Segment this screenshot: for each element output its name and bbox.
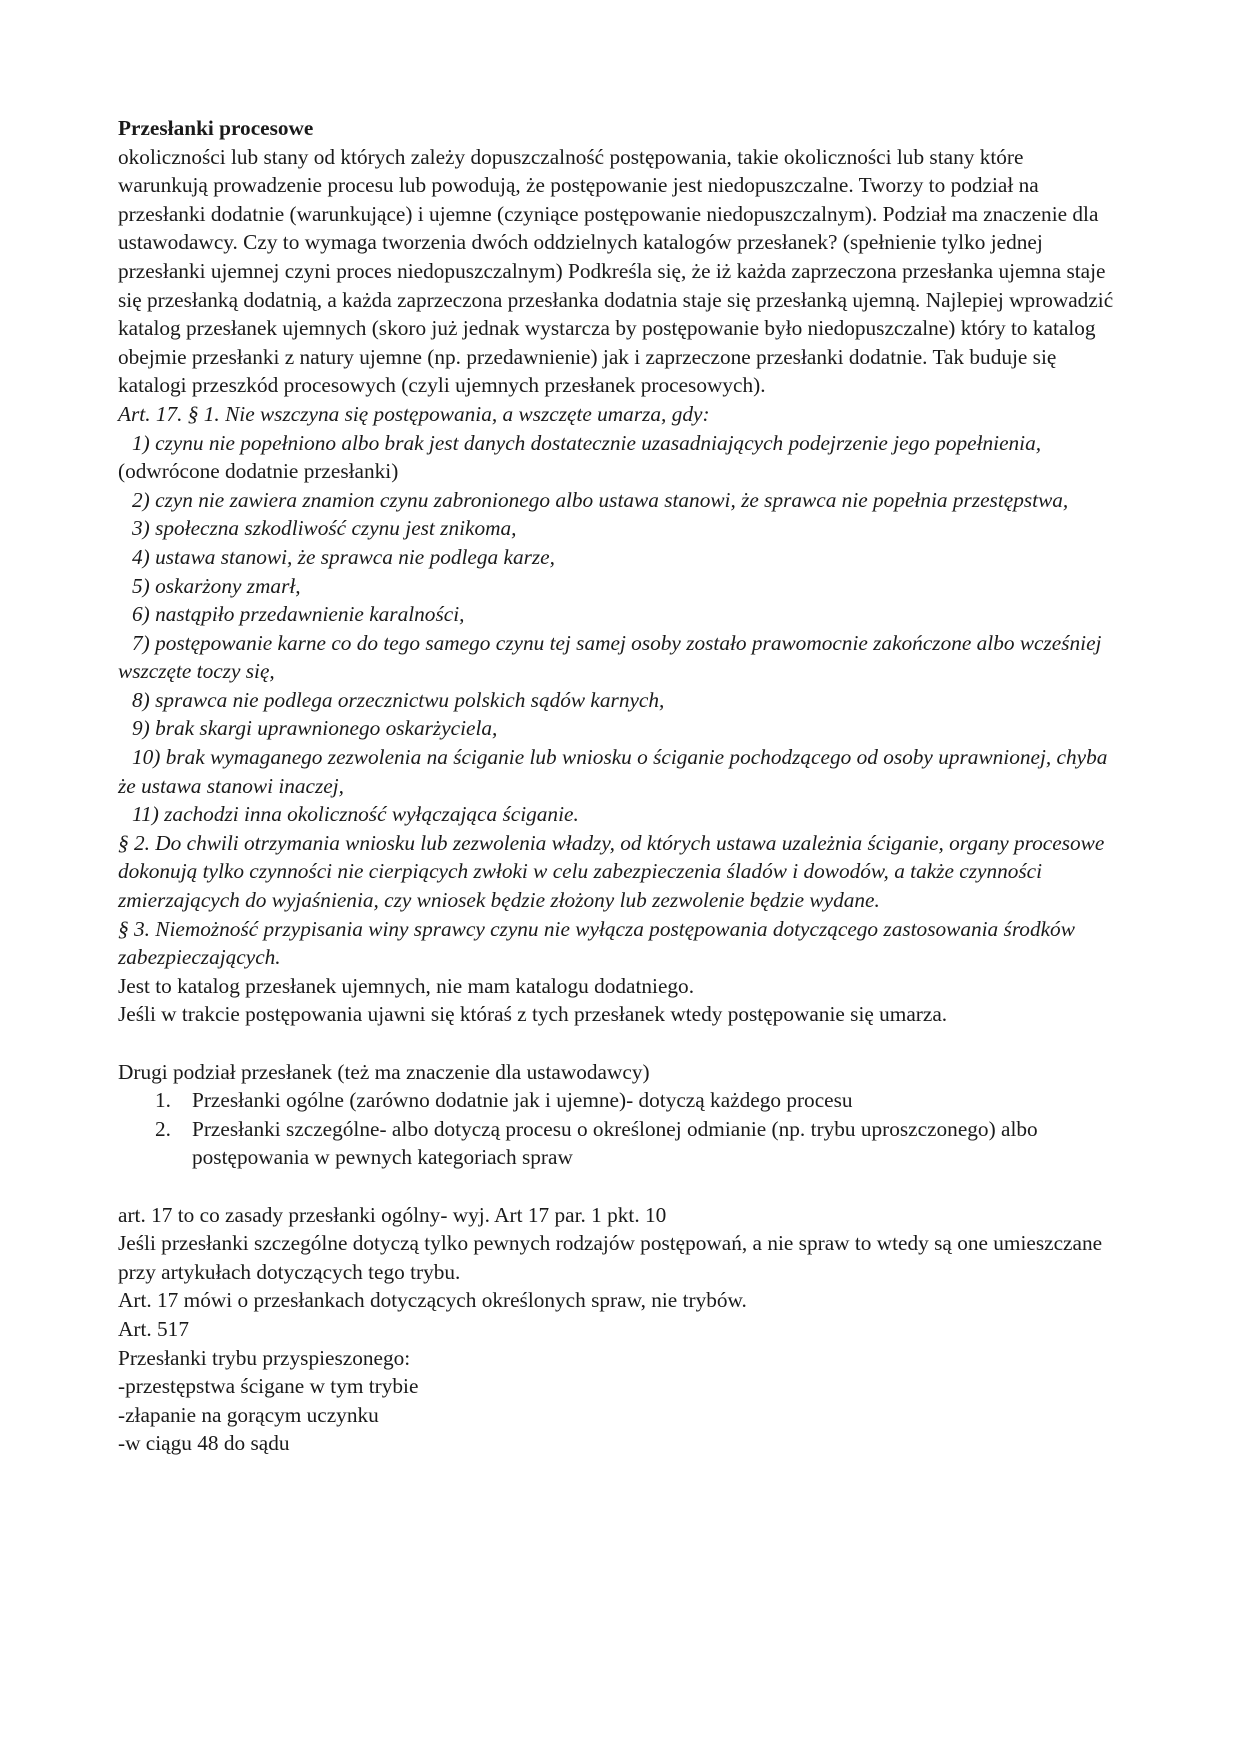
article-item: 9) brak skargi uprawnionego oskarżyciela, (132, 716, 498, 741)
article-item (118, 429, 1118, 486)
closing-line: Przesłanki trybu przyspieszonego: (118, 1345, 411, 1370)
article-item: 8) sprawca nie podlega orzecznictwu polskich sądów karnych, (132, 687, 665, 712)
closing-line: art. 17 to co zasady przesłanki ogólny- wyj. Art 17 par. 1 pkt. 10 (118, 1202, 667, 1227)
article-item: 7) postępowanie karne co do tego samego czynu tej samej osoby zostało prawomocnie zakończone albo wcześniej wszczęte toczy się, (118, 630, 1102, 684)
article-item: 6) nastąpiło przedawnienie karalności, (132, 602, 465, 627)
note-line: Jest to katalog przesłanek ujemnych, nie mam katalogu dodatniego. (118, 973, 695, 998)
second-division-list (118, 1086, 1118, 1172)
second-division-heading: Drugi podział przesłanek (też ma znaczenie dla ustawodawcy) (118, 1059, 650, 1084)
article-item: 4) ustawa stanowi, że sprawca nie podlega karze, (132, 544, 555, 569)
list-item-number: 2. (155, 1116, 171, 1141)
article-paragraph-2: § 2. Do chwili otrzymania wniosku lub zezwolenia władzy, od których ustawa uzależnia ściganie, organy procesowe dokonują tylko czynności nie cierpiących zwłoki w celu zabezpieczenia śladów i dowodów, a także czynności zmierzających do wyjaśnienia, czy wniosek będzie złożony lub zezwolenie będzie wydane. (118, 830, 1105, 913)
blank-line (118, 1029, 1118, 1058)
closing-line: -przestępstwa ścigane w tym trybie (118, 1374, 419, 1399)
list-item-number: 1. (155, 1088, 171, 1113)
intro-paragraph: okoliczności lub stany od których zależy dopuszczalność postępowania, takie okoliczności lub stany które warunkują prowadzenie procesu lub powodują, że postępowanie jest niedopuszczalne. Tworzy to podział na przesłanki dodatnie (warunkujące) i ujemne (czyniące postępowanie niedopuszczalnym). Podział ma znaczenie dla ustawodawcy. Czy to wymaga tworzenia dwóch oddzielnych katalogów przesłanek? (spełnienie tylko jednej przesłanki ujemnej czyni proces niedopuszczalnym) Podkreśla się, że iż każda zaprzeczona przesłanka ujemna staje się przesłanką dodatnią, a każda zaprzeczona przesłanka dodatnia staje się przesłanką ujemną. Najlepiej wprowadzić katalog przesłanek ujemnych (skoro już jednak wystarcza by postępowanie było niedopuszczalne) który to katalog obejmie przesłanki z natury ujemne (np. przedawnienie) jak i zaprzeczone przesłanki dodatnie. Tak buduje się katalogi przeszkód procesowych (czyli ujemnych przesłanek procesowych). (118, 144, 1114, 398)
list-item-text: Przesłanki ogólne (zarówno dodatnie jak i ujemne)- dotyczą każdego procesu (192, 1088, 853, 1113)
article-item: 3) społeczna szkodliwość czynu jest znikoma, (132, 516, 517, 541)
list-item (118, 1086, 1118, 1115)
article-paragraph-3: § 3. Niemożność przypisania winy sprawcy czynu nie wyłącza postępowania dotyczącego zastosowania środków zabezpieczających. (118, 916, 1075, 970)
article-item: 2) czyn nie zawiera znamion czynu zabronionego albo ustawa stanowi, że sprawca nie popełnia przestępstwa, (132, 487, 1069, 512)
closing-line: Art. 517 (118, 1316, 189, 1341)
document-page (118, 114, 1118, 1458)
list-item (118, 1115, 1118, 1172)
closing-line: -w ciągu 48 do sądu (118, 1431, 290, 1456)
article-item-text: 1) czynu nie popełniono albo brak jest danych dostatecznie uzasadniających podejrzenie jego popełnienia, (132, 430, 1042, 455)
closing-line: Jeśli przesłanki szczególne dotyczą tylko pewnych rodzajów postępowań, a nie spraw to wtedy są one umieszczane przy artykułach dotyczących tego trybu. (118, 1231, 1103, 1284)
list-item-text: Przesłanki szczególne- albo dotyczą procesu o określonej odmianie (np. trybu uproszczonego) albo postępowania w pewnych kategoriach spraw (192, 1116, 1038, 1170)
blank-line (118, 1172, 1118, 1201)
article-heading: Art. 17. § 1. Nie wszczyna się postępowania, a wszczęte umarza, gdy: (118, 401, 710, 426)
closing-line: Art. 17 mówi o przesłankach dotyczących określonych spraw, nie trybów. (118, 1288, 747, 1313)
article-item: 10) brak wymaganego zezwolenia na ściganie lub wniosku o ściganie pochodzącego od osoby uprawnionej, chyba że ustawa stanowi inaczej, (118, 745, 1108, 798)
article-item-note: (odwrócone dodatnie przesłanki) (118, 459, 399, 484)
note-line: Jeśli w trakcie postępowania ujawni się któraś z tych przesłanek wtedy postępowanie się umarza. (118, 1002, 948, 1027)
document-title: Przesłanki procesowe (118, 116, 314, 140)
article-item: 11) zachodzi inna okoliczność wyłączająca ściganie. (132, 802, 579, 827)
article-item: 5) oskarżony zmarł, (132, 573, 301, 598)
closing-line: -złapanie na gorącym uczynku (118, 1402, 379, 1427)
